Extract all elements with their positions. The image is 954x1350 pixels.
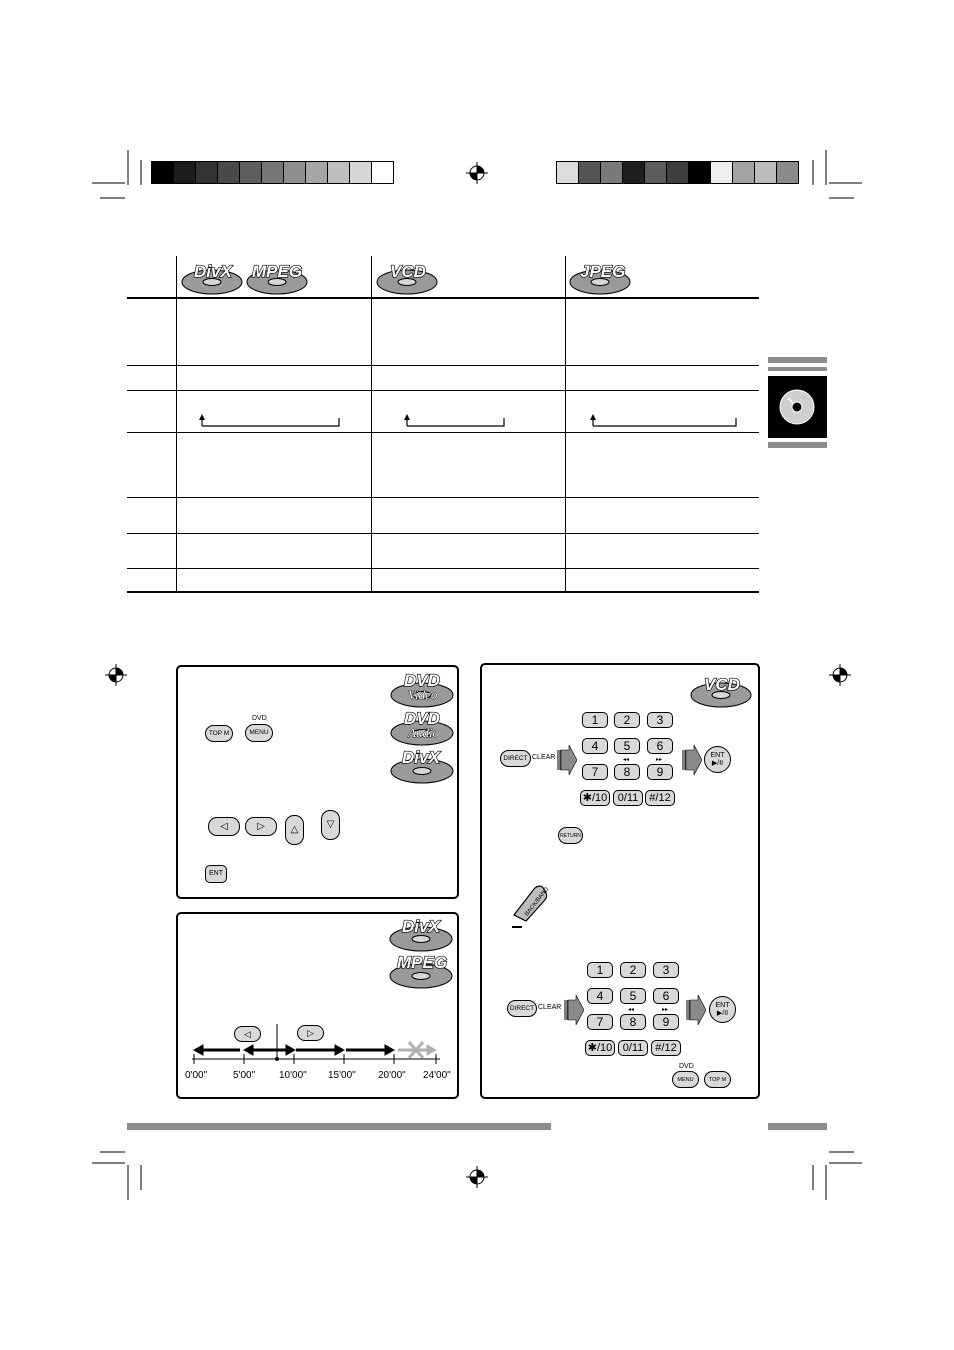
divx-mpeg-disc-icons [385, 916, 457, 996]
color-swatch [174, 162, 196, 183]
fast-forward-icon: ▸▸ [662, 1007, 669, 1013]
color-swatch [777, 162, 798, 183]
vcd-disc-icon [375, 258, 445, 298]
key-6[interactable]: 6 [653, 988, 679, 1004]
key-9[interactable]: 9 [653, 1014, 679, 1030]
footer-rule-right [768, 1123, 827, 1130]
key-8[interactable]: 8 [614, 764, 640, 780]
skip-timeline-panel [176, 912, 459, 1099]
clear-label: CLEAR [532, 754, 556, 761]
left-arrow-button[interactable]: ◁ [208, 817, 240, 836]
direct-button[interactable]: DIRECT [500, 750, 531, 767]
skip-back-button[interactable]: ◁ [234, 1026, 261, 1042]
top-menu-button[interactable]: TOP M [205, 725, 233, 742]
color-swatch [152, 162, 174, 183]
color-bar-left [151, 161, 394, 184]
color-swatch [667, 162, 689, 183]
key-4[interactable]: 4 [587, 988, 613, 1004]
key-0-11[interactable]: 0/11 [613, 790, 643, 806]
return-button[interactable]: RETURN [558, 827, 583, 844]
svg-text:DVD: DVD [404, 709, 440, 728]
up-arrow-button[interactable]: △ [285, 815, 304, 845]
color-bar-right [556, 161, 799, 184]
key-1[interactable]: 1 [587, 962, 613, 978]
color-swatch [711, 162, 733, 183]
arrow-icon [686, 995, 706, 1025]
svg-text:JPEG: JPEG [580, 262, 626, 281]
color-swatch [579, 162, 601, 183]
rewind-icon: ◂◂ [628, 1007, 635, 1013]
key-5[interactable]: 5 [620, 988, 646, 1004]
key-9[interactable]: 9 [647, 764, 673, 780]
tick-10: 10'00" [279, 1070, 307, 1081]
key-6[interactable]: 6 [647, 738, 673, 754]
svg-text:DivX: DivX [402, 748, 440, 767]
color-swatch [755, 162, 777, 183]
key-1[interactable]: 1 [582, 712, 608, 728]
disc-section-tab [768, 376, 827, 438]
ent-play-button[interactable] [704, 746, 731, 773]
svg-text:Audio: Audio [408, 725, 440, 740]
color-swatch [350, 162, 372, 183]
footer-rule-left [127, 1123, 551, 1130]
svg-text:DivX: DivX [194, 262, 232, 281]
direct-button[interactable]: DIRECT [507, 1000, 537, 1017]
key-2[interactable]: 2 [620, 962, 646, 978]
key-star-10[interactable]: ✱/10 [580, 790, 610, 806]
menu-button[interactable]: MENU [672, 1071, 699, 1088]
svg-text:VCD: VCD [704, 675, 740, 694]
ent-label: ENT [710, 752, 725, 759]
dvd-audio-divx-disc-icons [386, 671, 456, 796]
ent-button[interactable]: ENT [205, 865, 227, 883]
play-pause-icon: ▶/II [711, 760, 724, 767]
color-swatch [733, 162, 755, 183]
ent-play-button[interactable] [709, 996, 736, 1023]
color-swatch [240, 162, 262, 183]
clear-label: CLEAR [538, 1004, 562, 1011]
back-band-button-icon [508, 883, 550, 933]
svg-text:DivX: DivX [402, 917, 440, 936]
dvd-label: DVD [679, 1063, 694, 1070]
svg-text:BACK/BAND: BACK/BAND [524, 886, 550, 918]
key-hash-12[interactable]: #/12 [645, 790, 675, 806]
svg-text:MPEG: MPEG [397, 953, 448, 972]
menu-button[interactable]: MENU [245, 724, 273, 742]
tick-5: 5'00" [233, 1070, 256, 1081]
color-swatch [557, 162, 579, 183]
direct-selection-panel [480, 663, 760, 1099]
color-swatch [218, 162, 240, 183]
svg-text:DVD: DVD [404, 671, 440, 690]
down-arrow-button[interactable]: ▽ [321, 810, 340, 840]
skip-forward-button[interactable]: ▷ [297, 1025, 324, 1041]
svg-text:Video: Video [408, 687, 438, 702]
arrow-icon [564, 995, 584, 1025]
key-0-11[interactable]: 0/11 [618, 1040, 648, 1056]
color-swatch [284, 162, 306, 183]
rewind-icon: ◂◂ [623, 757, 630, 763]
key-4[interactable]: 4 [582, 738, 608, 754]
key-star-10[interactable]: ✱/10 [585, 1040, 615, 1056]
divx-disc-icon [181, 258, 311, 298]
tick-0: 0'00" [185, 1070, 208, 1081]
right-arrow-button[interactable]: ▷ [245, 817, 277, 836]
color-swatch [601, 162, 623, 183]
vcd-disc-icon-c [688, 671, 756, 711]
menu-navigation-panel [176, 665, 459, 899]
fast-forward-icon: ▸▸ [656, 757, 663, 763]
top-menu-button[interactable]: TOP M [704, 1071, 731, 1088]
key-2[interactable]: 2 [614, 712, 640, 728]
color-swatch [689, 162, 711, 183]
color-swatch [328, 162, 350, 183]
arrow-icon [682, 745, 702, 775]
dvd-label: DVD [252, 715, 267, 722]
disc-icon [768, 376, 827, 438]
ent-label: ENT [715, 1002, 730, 1009]
timeline-diagram [178, 1014, 457, 1074]
tick-24: 24'00" [423, 1070, 451, 1081]
key-8[interactable]: 8 [620, 1014, 646, 1030]
jpeg-disc-icon [568, 258, 638, 298]
arrow-icon [557, 745, 577, 775]
play-pause-icon: ▶/II [716, 1010, 729, 1017]
color-swatch [196, 162, 218, 183]
key-hash-12[interactable]: #/12 [651, 1040, 681, 1056]
color-swatch [372, 162, 393, 183]
key-7[interactable]: 7 [582, 764, 608, 780]
svg-text:VCD: VCD [390, 262, 426, 281]
tick-15: 15'00" [328, 1070, 356, 1081]
tick-20: 20'00" [378, 1070, 406, 1081]
color-swatch [623, 162, 645, 183]
color-swatch [306, 162, 328, 183]
key-3[interactable]: 3 [653, 962, 679, 978]
key-7[interactable]: 7 [587, 1014, 613, 1030]
key-5[interactable]: 5 [614, 738, 640, 754]
color-swatch [262, 162, 284, 183]
color-swatch [645, 162, 667, 183]
key-3[interactable]: 3 [647, 712, 673, 728]
svg-text:MPEG: MPEG [252, 262, 303, 281]
